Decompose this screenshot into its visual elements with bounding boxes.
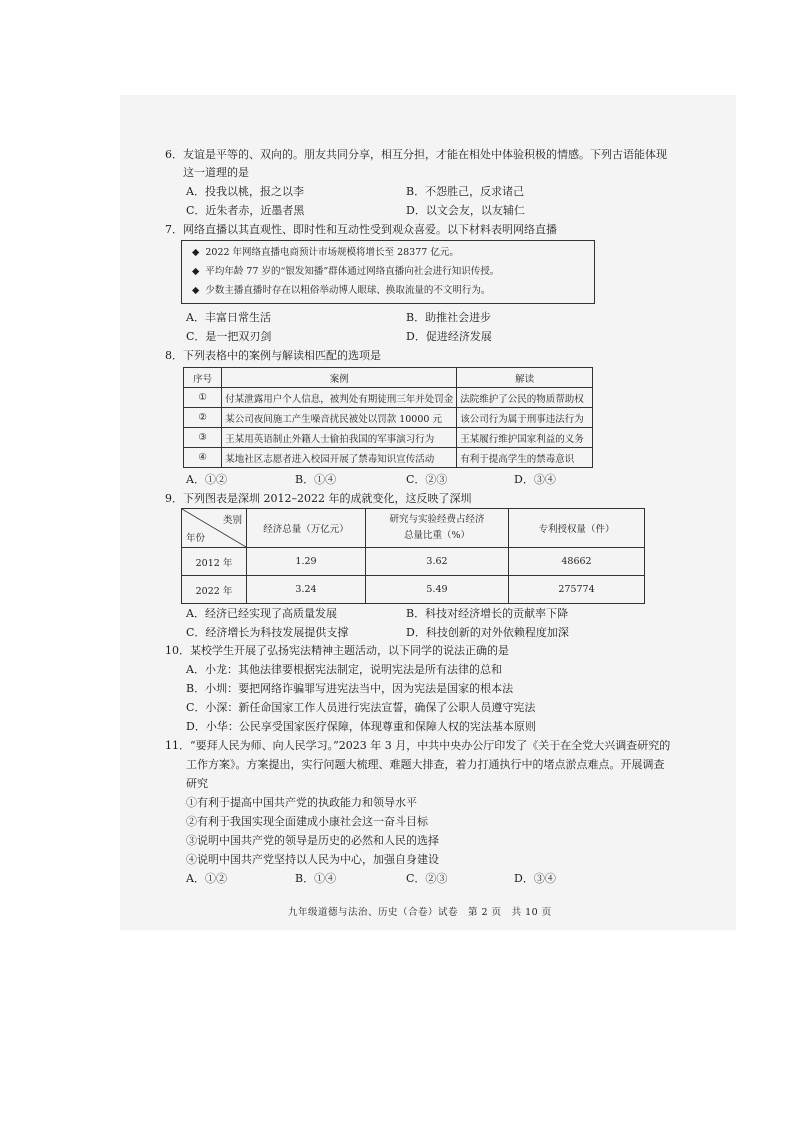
table-cell: 2022 年 bbox=[182, 576, 247, 604]
q9-option-b: B．科技对经济增长的贡献率下降 bbox=[406, 607, 569, 620]
table-cell: ④ bbox=[184, 448, 222, 468]
table-row bbox=[182, 548, 645, 576]
q11-option-b: B．①④ bbox=[295, 872, 337, 885]
q10-option-d: D．小华：公民享受国家医疗保障，体现尊重和保障人权的宪法基本原则 bbox=[186, 720, 536, 733]
q10-option-b: B．小圳：要把网络诈骗罪写进宪法当中，因为宪法是国家的根本法 bbox=[186, 682, 514, 695]
table-cell: 某地社区志愿者进入校园开展了禁毒知识宣传活动 bbox=[222, 448, 457, 468]
table-row bbox=[184, 448, 593, 468]
table-cell: 法院维护了公民的物质帮助权 bbox=[457, 388, 593, 408]
q6-stem-line2: 这一道理的是 bbox=[183, 166, 249, 179]
q11-option-c: C．②③ bbox=[406, 872, 448, 885]
q6-stem-line1: 6．友谊是平等的、双向的。朋友共同分享，相互分担，才能在相处中体验积极的情感。下列古语能体现 bbox=[165, 148, 667, 161]
table-cell: 该公司行为属于刑事违法行为 bbox=[457, 408, 593, 428]
q7-material-2: ◆ 平均年龄 77 岁的“银发知播”群体通过网络直播向社会进行知识传授。 bbox=[192, 266, 500, 277]
q9-option-c: C．经济增长为科技发展提供支撑 bbox=[186, 626, 349, 639]
q8-option-b: B．①④ bbox=[295, 473, 337, 486]
table-cell: 王某履行维护国家利益的义务 bbox=[457, 428, 593, 448]
header-line: 研究与实验经费占经济 bbox=[389, 514, 485, 525]
q11-stem-line1: 11．“要拜人民为师、向人民学习。”2023 年 3 月，中共中央办公厅印发了《关于在全党大兴调查研究的 bbox=[165, 739, 671, 752]
q11-statement-1: ①有利于提高中国共产党的执政能力和领导水平 bbox=[186, 796, 417, 809]
q9-option-d: D．科技创新的对外依赖程度加深 bbox=[406, 626, 569, 639]
q10-stem: 10．某校学生开展了弘扬宪法精神主题活动，以下同学的说法正确的是 bbox=[165, 644, 509, 657]
corner-label-category: 类别 bbox=[222, 515, 242, 526]
header-cell: 解读 bbox=[457, 368, 593, 388]
table-cell: 48662 bbox=[509, 548, 645, 576]
q8-option-c: C．②③ bbox=[406, 473, 448, 486]
table-row bbox=[184, 428, 593, 448]
q10-option-c: C．小深：新任命国家工作人员进行宪法宣誓，确保了公职人员遵守宪法 bbox=[186, 701, 536, 714]
q6-option-b: B．不怨胜己，反求诸己 bbox=[406, 185, 525, 198]
q11-option-d: D．③④ bbox=[514, 872, 556, 885]
q11-option-a: A．①② bbox=[186, 872, 227, 885]
table-row bbox=[184, 388, 593, 408]
table-cell: 某公司夜间施工产生噪音扰民被处以罚款 10000 元 bbox=[222, 408, 457, 428]
q11-statement-3: ③说明中国共产党的领导是历史的必然和人民的选择 bbox=[186, 834, 439, 847]
header-line: 总量比重（%） bbox=[403, 530, 471, 541]
table-cell: 3.24 bbox=[247, 576, 366, 604]
q8-stem: 8．下列表格中的案例与解读相匹配的选项是 bbox=[165, 349, 381, 362]
table-cell: 3.62 bbox=[366, 548, 509, 576]
q7-material-1: ◆ 2022 年网络直播电商预计市场规模将增长至 28377 亿元。 bbox=[192, 247, 459, 258]
header-cell: 经济总量（万亿元） bbox=[247, 509, 366, 548]
table-cell: ① bbox=[184, 388, 222, 408]
table-cell: 275774 bbox=[509, 576, 645, 604]
table-cell: 2012 年 bbox=[182, 548, 247, 576]
header-cell: 序号 bbox=[184, 368, 222, 388]
q7-option-b: B．助推社会进步 bbox=[406, 311, 492, 324]
table-row bbox=[184, 408, 593, 428]
table-cell: 付某泄露用户个人信息，被判处有期徒刑三年并处罚金 bbox=[222, 388, 457, 408]
table-cell: ③ bbox=[184, 428, 222, 448]
q6-option-a: A．投我以桃，报之以李 bbox=[186, 185, 304, 198]
q9-table bbox=[181, 508, 645, 604]
corner-cell bbox=[182, 509, 247, 548]
corner-label-year: 年份 bbox=[186, 533, 206, 544]
q9-option-a: A．经济已经实现了高质量发展 bbox=[186, 607, 337, 620]
q8-option-d: D．③④ bbox=[514, 473, 556, 486]
q8-table bbox=[183, 367, 593, 468]
q11-statement-2: ②有利于我国实现全面建成小康社会这一奋斗目标 bbox=[186, 815, 428, 828]
table-row bbox=[182, 576, 645, 604]
q8-option-a: A．①② bbox=[186, 473, 227, 486]
q11-stem-line3: 研究 bbox=[186, 777, 208, 790]
q7-option-a: A．丰富日常生活 bbox=[186, 311, 271, 324]
table-cell: ② bbox=[184, 408, 222, 428]
q6-option-d: D．以文会友，以友辅仁 bbox=[406, 204, 525, 217]
table-header-row bbox=[182, 509, 645, 548]
table-header-row bbox=[184, 368, 593, 388]
table-cell: 5.49 bbox=[366, 576, 509, 604]
q7-material-box bbox=[181, 240, 595, 304]
table-cell: 王某用英语制止外籍人士偷拍我国的军事演习行为 bbox=[222, 428, 457, 448]
table-cell: 1.29 bbox=[247, 548, 366, 576]
q7-option-c: C．是一把双刃剑 bbox=[186, 330, 272, 343]
q11-stem-line2: 工作方案》。方案提出，实行问题大梳理、难题大排查，着力打通执行中的堵点淤点难点。开展调查 bbox=[186, 758, 665, 771]
header-cell: 专利授权量（件） bbox=[509, 509, 645, 548]
page-footer: 九年级道德与法治、历史（合卷）试卷 第 2 页 共 10 页 bbox=[288, 907, 552, 918]
q10-option-a: A．小龙：其他法律要根据宪法制定，说明宪法是所有法律的总和 bbox=[186, 663, 502, 676]
q7-material-3: ◆ 少数主播直播时存在以粗俗举动博人眼球、换取流量的不文明行为。 bbox=[192, 285, 491, 296]
q6-option-c: C．近朱者赤，近墨者黑 bbox=[186, 204, 305, 217]
q9-stem: 9．下列图表是深圳 2012–2022 年的成就变化，这反映了深圳 bbox=[165, 492, 472, 505]
header-cell: 案例 bbox=[222, 368, 457, 388]
table-cell: 有利于提高学生的禁毒意识 bbox=[457, 448, 593, 468]
header-cell bbox=[366, 509, 509, 548]
q7-option-d: D．促进经济发展 bbox=[406, 330, 492, 343]
q7-stem: 7．网络直播以其直观性、即时性和互动性受到观众喜爱。以下材料表明网络直播 bbox=[165, 223, 557, 236]
q11-statement-4: ④说明中国共产党坚持以人民为中心，加强自身建设 bbox=[186, 853, 439, 866]
